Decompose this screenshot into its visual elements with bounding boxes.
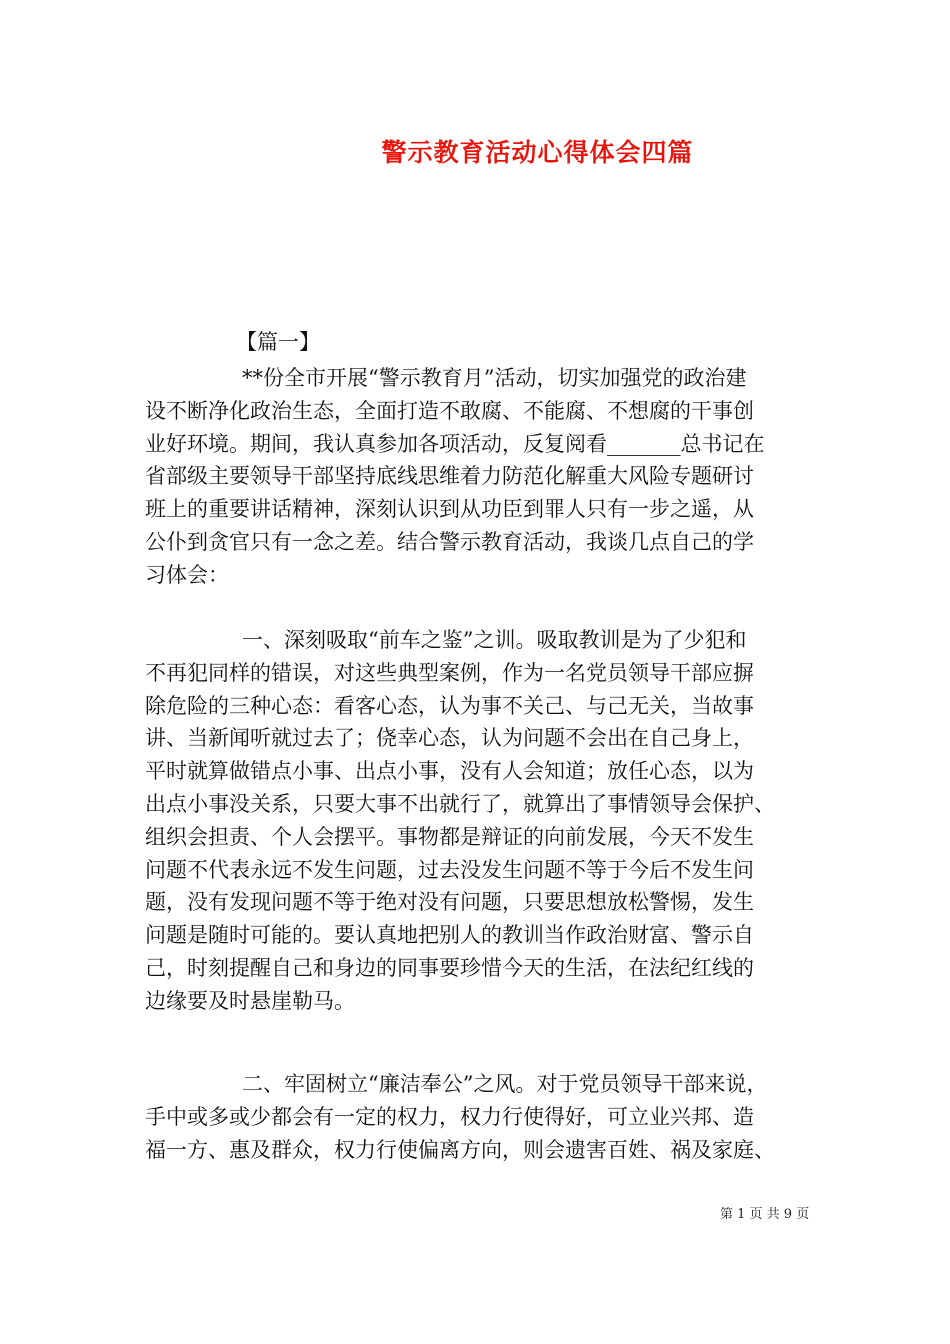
paragraph-line: 设不断净化政治生态，全面打造不敢腐、不能腐、不想腐的干事创 — [145, 398, 754, 423]
paragraph-line: 问题不代表永远不发生问题，过去没发生问题不等于今后不发生问 — [145, 857, 754, 882]
paragraph-line: 问题是随时可能的。要认真地把别人的教训当作政治财富、警示自 — [145, 923, 754, 948]
paragraph-line: 班上的重要讲话精神，深刻认识到从功臣到罪人只有一步之遥，从 — [145, 497, 754, 522]
paragraph-line: 题，没有发现问题不等于绝对没有问题，只要思想放松警惕，发生 — [145, 890, 754, 915]
document-title: 警示教育活动心得体会四篇 — [381, 138, 694, 167]
paragraph-line: 平时就算做错点小事、出点小事，没有人会知道；放任心态，以为 — [145, 759, 754, 784]
paragraph-line: 不再犯同样的错误，对这些典型案例，作为一名党员领导干部应摒 — [145, 660, 754, 685]
paragraph-line: **份全市开展“警示教育月”活动，切实加强党的政治建 — [242, 366, 747, 390]
paragraph-line: 业好环境。期间，我认真参加各项活动，反复阅看_______总书记在 — [145, 431, 765, 456]
paragraph-point-two — [145, 1068, 810, 1166]
paragraph-line: 除危险的三种心态：看客心态，认为事不关己、与己无关，当故事 — [145, 693, 754, 718]
paragraph-line: 边缘要及时悬崖勒马。 — [145, 988, 355, 1013]
paragraph-line: 组织会担责、个人会摆平。事物都是辩证的向前发展，今天不发生 — [145, 824, 754, 849]
paragraph-line: 二、牢固树立“廉洁奉公”之风。对于党员领导干部来说， — [242, 1072, 768, 1096]
paragraph-line: 出点小事没关系，只要大事不出就行了，就算出了事情领导会保护、 — [145, 791, 775, 816]
page-number-footer: 第 1 页 共 9 页 — [720, 1207, 810, 1222]
paragraph-point-one — [145, 624, 810, 1018]
paragraph-line: 省部级主要领导干部坚持底线思维着力防范化解重大风险专题研讨 — [145, 464, 754, 489]
paragraph-line: 公仆到贪官只有一念之差。结合警示教育活动，我谈几点自己的学 — [145, 529, 754, 554]
paragraph-intro — [145, 362, 810, 592]
paragraph-line: 一、深刻吸取“前车之鉴”之训。吸取教训是为了少犯和 — [242, 628, 747, 652]
paragraph-line: 讲、当新闻听就过去了；侥幸心态，认为问题不会出在自己身上， — [145, 726, 754, 751]
section-heading: 【篇一】 — [236, 330, 320, 354]
paragraph-line: 习体会： — [145, 562, 229, 587]
paragraph-line: 己，时刻提醒自己和身边的同事要珍惜今天的生活，在法纪红线的 — [145, 955, 754, 980]
paragraph-line: 福一方、惠及群众，权力行使偏离方向，则会遗害百姓、祸及家庭、 — [145, 1137, 775, 1162]
paragraph-line: 手中或多或少都会有一定的权力，权力行使得好，可立业兴邦、造 — [145, 1104, 754, 1129]
